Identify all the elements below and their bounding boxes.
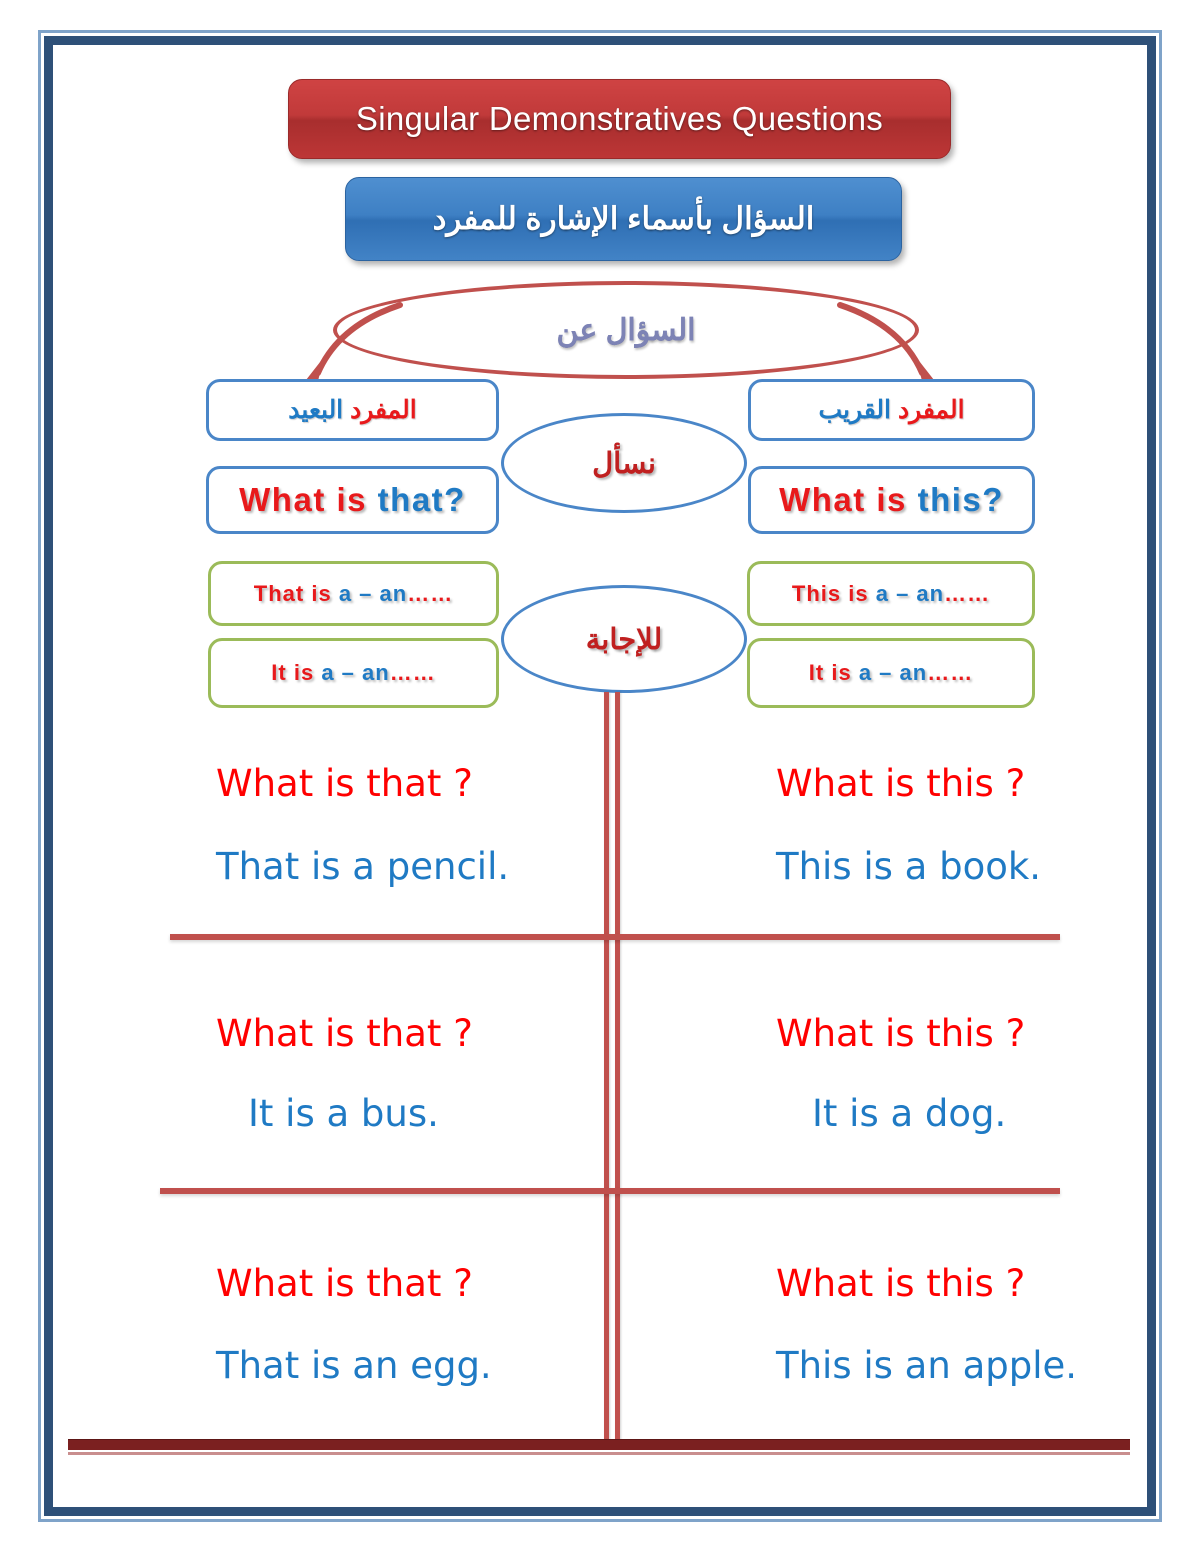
near-answer1-red: This is [791,580,869,606]
near-answer1-dots: …… [944,580,991,606]
far-category-red: المفرد [350,396,417,424]
example-row-3-right-answer: This is an apple. [776,1344,1078,1387]
far-answer2-dots: …… [389,660,436,685]
near-answer2-box [747,638,1035,708]
near-category-box [748,379,1035,441]
near-answer1-blue: a – an [875,580,945,606]
far-answer1-dots: …… [407,580,454,606]
far-answer1-box [208,561,499,626]
ask-ellipse-label: نسأل [592,447,656,480]
example-row-2-left-question: What is that ? [216,1012,473,1055]
title-banner-arabic-label: السؤال بأسماء الإشارة للمفرد [432,201,815,236]
near-answer1-box [747,561,1035,626]
near-category-red: المفرد [897,396,965,424]
far-question-red: What is [239,481,367,518]
example-row-3-left-answer: That is an egg. [216,1344,492,1387]
near-answer1-text [792,581,990,607]
near-question-blue: this? [917,481,1004,518]
near-category-blue: القريب [818,396,891,424]
far-answer2-text [271,660,435,686]
near-answer2-red: It is [808,660,852,685]
question-about-label: السؤال عن [556,313,696,347]
far-answer1-text [254,581,453,607]
title-banner-english-label: Singular Demonstratives Questions [355,100,884,137]
far-answer2-box [208,638,499,708]
example-row-1-right-answer: This is a book. [776,845,1042,888]
answer-ellipse [501,585,747,693]
far-answer1-blue: a – an [338,580,408,606]
far-answer2-blue: a – an [321,660,390,685]
far-question-text [239,481,466,519]
row-separator-2 [160,1188,1060,1194]
near-category-text [818,395,964,425]
row-separator-1 [170,934,1060,940]
far-category-text [288,395,416,425]
bottom-rule-secondary [68,1452,1130,1455]
title-banner-arabic [345,177,902,261]
far-category-blue: البعيد [288,396,344,424]
near-answer2-text [809,660,973,686]
title-banner-english [288,79,951,159]
bottom-rule-primary [68,1439,1130,1450]
example-row-2-left-answer: It is a bus. [248,1092,439,1135]
center-divider-stroke-left [604,692,609,1442]
answer-ellipse-label: للإجابة [585,623,663,656]
example-row-1-left-answer: That is a pencil. [216,845,510,888]
example-row-3-left-question: What is that ? [216,1262,473,1305]
ask-ellipse [501,413,747,513]
far-question-box [206,466,499,534]
near-answer2-dots: …… [927,660,974,685]
near-question-red: What is [779,481,907,518]
center-divider-stroke-right [615,692,620,1442]
far-category-box [206,379,499,441]
example-row-3-right-question: What is this ? [776,1262,1026,1305]
far-answer1-red: That is [253,580,332,606]
far-question-blue: that? [377,481,466,518]
example-row-2-right-question: What is this ? [776,1012,1026,1055]
near-question-text [779,481,1004,519]
center-divider-line [604,692,621,1442]
example-row-1-right-question: What is this ? [776,762,1026,805]
question-about-ellipse [333,281,919,379]
far-answer2-red: It is [271,660,315,685]
near-answer2-blue: a – an [858,660,928,685]
example-row-1-left-question: What is that ? [216,762,473,805]
near-question-box [748,466,1035,534]
example-row-2-right-answer: It is a dog. [812,1092,1007,1135]
